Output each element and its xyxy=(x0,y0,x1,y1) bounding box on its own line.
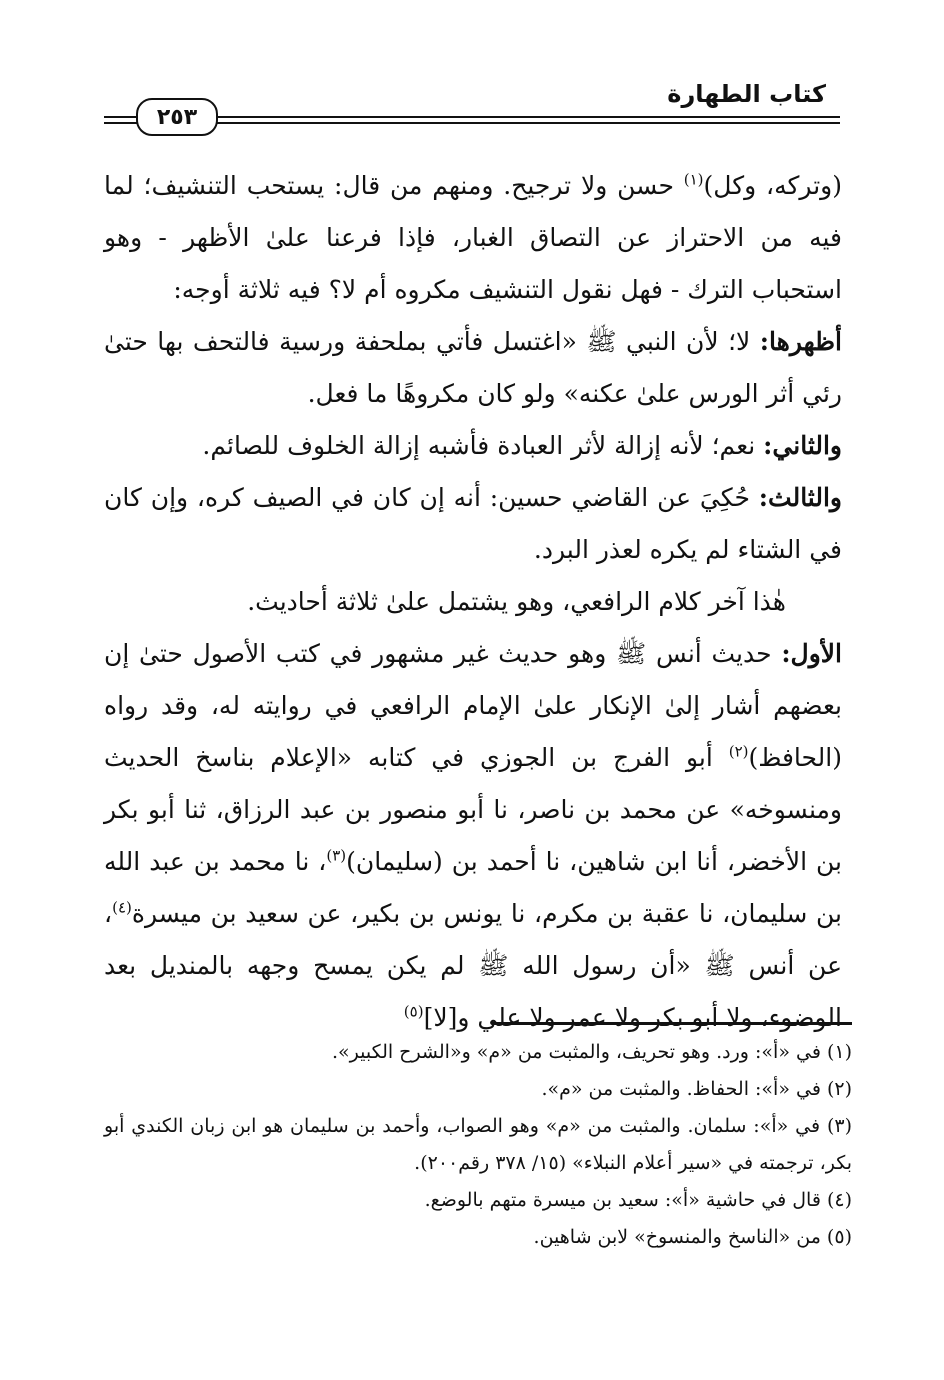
paragraph-second-view xyxy=(104,420,842,472)
running-title: كتاب الطهارة xyxy=(667,80,826,108)
page-number: ٢٥٣ xyxy=(136,98,218,136)
intro-quote: (وتركه، وكل) xyxy=(703,171,842,200)
footnote-5: (٥) من «الناسخ والمنسوخ» لابن شاهين. xyxy=(533,1226,852,1248)
footnote-separator xyxy=(492,1022,852,1025)
paragraph-first-hadith xyxy=(104,628,842,1044)
footnote-ref-1: (١) xyxy=(683,170,704,189)
second-view-heading: والثاني: xyxy=(763,431,842,460)
footnote-1: (١) في «أ»: ورد. وهو تحريف، والمثبت من «م» و«الشرح الكبير». xyxy=(331,1041,852,1063)
page-header xyxy=(0,0,944,140)
paragraph-first-view xyxy=(104,316,842,420)
third-view-text: حُكِيَ عن القاضي حسين: أنه إن كان في الصيف كره، وإن كان في الشتاء لم يكره لعذر البرد. xyxy=(104,483,842,564)
footnote-4: (٤) قال في حاشية «أ»: سعيد بن ميسرة متهم بالوضع. xyxy=(424,1189,852,1211)
paragraph-third-view xyxy=(104,472,842,576)
footnote-ref-5: (٥) xyxy=(403,1002,424,1021)
first-hadith-text-d: ، عن أنس ﷺ «أن رسول الله ﷺ لم يكن يمسح وجهه بالمنديل بعد الوضوء، ولا أبو بكر ولا عمر ولا علي و[لا] xyxy=(104,899,842,1032)
first-hadith-text-a: حديث أنس ﷺ وهو حديث غير مشهور في كتب الأصول حتىٰ إن بعضهم أشار إلىٰ الإنكار علىٰ الإمام الرافعي في روايته له، وقد رواه (الحافظ) xyxy=(104,639,842,772)
intro-rest: حسن ولا ترجيح. ومنهم من قال: يستحب التنشيف؛ لما فيه من الاحتراز عن التصاق الغبار، فإذا فرعنا علىٰ الأظهر - وهو استحباب الترك - فهل نقول التنشيف مكروه أم لا؟ فيه ثلاثة أوجه: xyxy=(104,171,842,304)
footnotes xyxy=(104,1034,852,1256)
paragraph-intro xyxy=(104,160,842,316)
first-hadith-heading: الأول: xyxy=(781,639,842,668)
first-view-heading: أظهرها: xyxy=(759,327,842,356)
first-hadith-text-c: ، نا محمد بن عبد الله بن سليمان، نا عقبة بن مكرم، نا يونس بن بكير، عن سعيد بن ميسرة xyxy=(104,847,842,928)
footnote-ref-2: (٢) xyxy=(728,742,749,761)
first-hadith-text-b: أبو الفرج بن الجوزي في كتابه «الإعلام بناسخ الحديث ومنسوخه» عن محمد بن ناصر، نا أبو منصور بن عبد الرزاق، ثنا أبو بكر بن الأخضر، أنا ابن شاهين، نا أحمد بن (سليمان) xyxy=(104,743,842,876)
footnote-ref-3: (٣) xyxy=(326,846,347,865)
first-view-text: لا؛ لأن النبي ﷺ «اغتسل فأتي بملحفة ورسية فالتحف بها حتىٰ رئي أثر الورس علىٰ عكنه» ولو كان مكروهًا ما فعل. xyxy=(104,327,842,408)
paragraph-summary: هٰذا آخر كلام الرافعي، وهو يشتمل علىٰ ثلاثة أحاديث. xyxy=(247,587,786,616)
footnote-3: (٣) في «أ»: سلمان. والمثبت من «م» وهو الصواب، وأحمد بن سليمان هو ابن زبان الكندي أبو بكر، ترجمته في «سير أعلام النبلاء» (١٥/ ٣٧٨ رقم٢٠٠). xyxy=(104,1115,852,1174)
second-view-text: نعم؛ لأنه إزالة لأثر العبادة فأشبه إزالة الخلوف للصائم. xyxy=(202,431,764,460)
footnote-2: (٢) في «أ»: الحفاظ. والمثبت من «م». xyxy=(541,1078,852,1100)
main-text xyxy=(104,160,842,1044)
footnote-ref-4: (٤) xyxy=(112,898,132,917)
third-view-heading: والثالث: xyxy=(758,483,842,512)
